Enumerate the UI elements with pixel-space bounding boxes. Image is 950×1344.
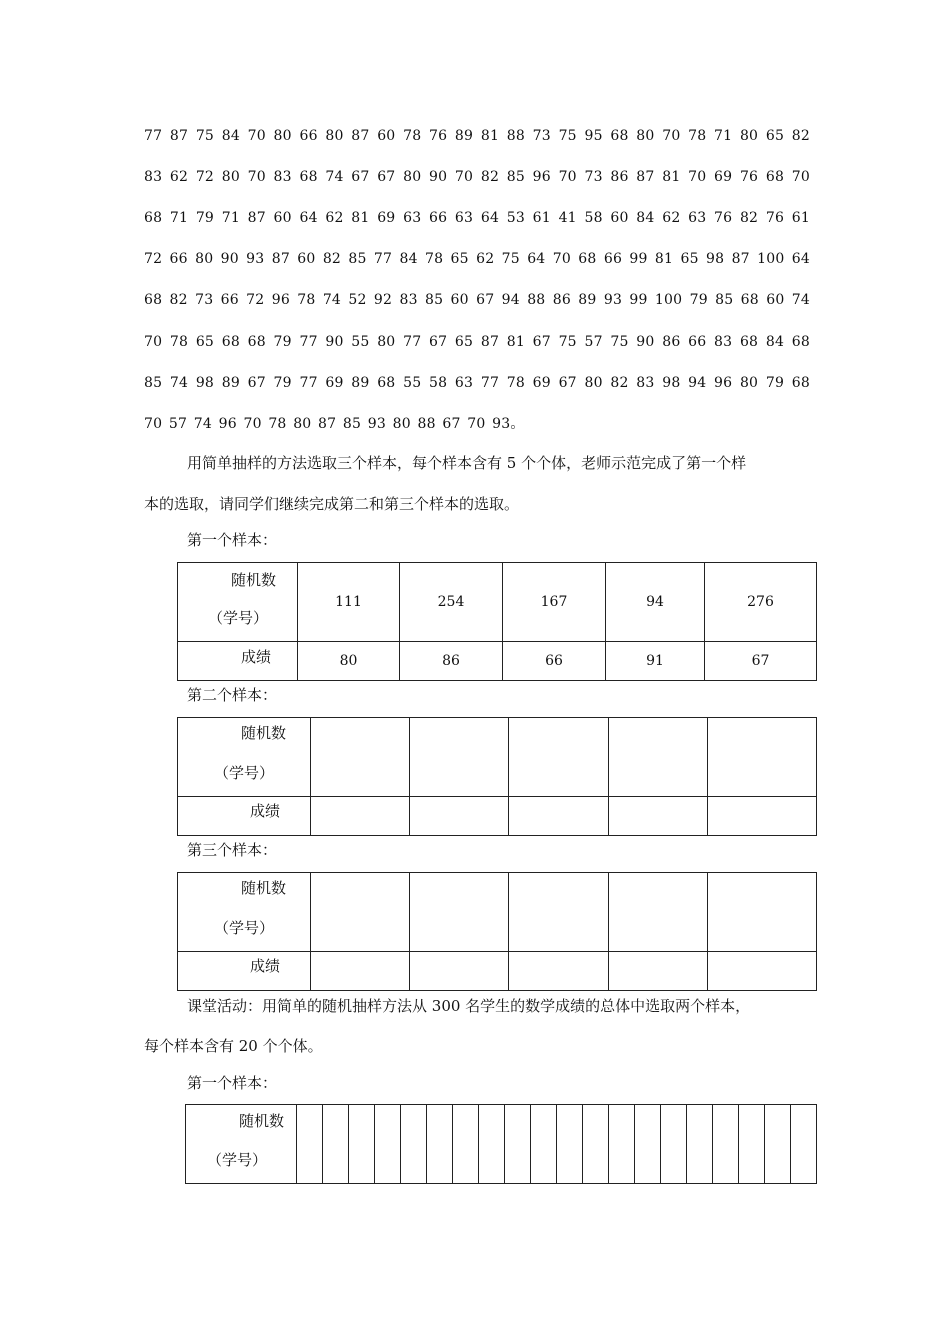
sample1-score-cell: 80 — [298, 642, 400, 681]
sample2-table — [177, 717, 817, 836]
score-label: 成绩 — [250, 802, 281, 820]
activity-sample-table — [185, 1104, 817, 1184]
student-id-label: （学号） — [214, 764, 275, 782]
random-number-label: 随机数 — [241, 724, 287, 742]
sample1-table — [177, 562, 817, 681]
activity-id-cell[interactable] — [297, 1105, 323, 1184]
student-id-label: （学号） — [208, 609, 269, 627]
sample3-id-cell[interactable] — [708, 873, 817, 952]
sample1-random-number-label-cell — [178, 563, 298, 642]
score-line-6: 70 78 65 68 68 79 77 90 55 80 77 67 65 87 81 67 75 57 75 90 86 66 83 68 84 68 — [144, 334, 810, 350]
activity-id-cell[interactable] — [375, 1105, 401, 1184]
activity-id-cell[interactable] — [687, 1105, 713, 1184]
sample2-id-cell[interactable] — [410, 718, 509, 797]
activity-id-cell[interactable] — [765, 1105, 791, 1184]
score-line-3: 68 71 79 71 87 60 64 62 81 69 63 66 63 64 53 61 41 58 60 84 62 63 76 82 76 61 — [144, 210, 810, 226]
sample2-id-cell[interactable] — [311, 718, 410, 797]
sample3-score-label-cell — [178, 952, 311, 991]
sample3-id-cell[interactable] — [609, 873, 708, 952]
activity-id-cell[interactable] — [505, 1105, 531, 1184]
sample3-id-cell[interactable] — [410, 873, 509, 952]
score-line-8: 70 57 74 96 70 78 80 87 85 93 80 88 67 70 93。 — [144, 416, 525, 432]
sample1-score-label-cell — [178, 642, 298, 681]
score-label: 成绩 — [250, 957, 281, 975]
activity-id-cell[interactable] — [323, 1105, 349, 1184]
activity-id-cell[interactable] — [713, 1105, 739, 1184]
sample1-score-cell: 66 — [503, 642, 606, 681]
score-line-1: 77 87 75 84 70 80 66 80 87 60 78 76 89 81 88 73 75 95 68 80 70 78 71 80 65 82 — [144, 128, 810, 144]
sample3-random-number-label-cell — [178, 873, 311, 952]
sample3-score-cell[interactable] — [509, 952, 609, 991]
sample3-score-cell[interactable] — [410, 952, 509, 991]
activity-id-cell[interactable] — [427, 1105, 453, 1184]
sample3-score-cell[interactable] — [708, 952, 817, 991]
task-text-line-2: 本的选取，请同学们继续完成第二和第三个样本的选取。 — [144, 495, 520, 513]
sample2-id-cell[interactable] — [509, 718, 609, 797]
activity-text-line-2: 每个样本含有 20 个个体。 — [144, 1037, 323, 1055]
activity-sample-title: 第一个样本： — [187, 1074, 278, 1092]
student-id-label: （学号） — [207, 1151, 268, 1169]
activity-id-cell[interactable] — [609, 1105, 635, 1184]
sample1-id-cell: 276 — [705, 563, 817, 642]
sample3-title: 第三个样本： — [187, 841, 278, 859]
task-text-line-1: 用简单抽样的方法选取三个样本，每个样本含有 5 个个体，老师示范完成了第一个样 — [187, 454, 747, 472]
random-number-label: 随机数 — [231, 571, 277, 589]
activity-id-cell[interactable] — [791, 1105, 817, 1184]
random-number-label: 随机数 — [241, 879, 287, 897]
sample3-id-cell[interactable] — [311, 873, 410, 952]
sample2-score-cell[interactable] — [609, 797, 708, 836]
sample2-score-cell[interactable] — [509, 797, 609, 836]
activity-id-cell[interactable] — [531, 1105, 557, 1184]
activity-id-cell[interactable] — [635, 1105, 661, 1184]
sample2-score-label-cell — [178, 797, 311, 836]
sample1-title: 第一个样本： — [187, 531, 278, 549]
sample1-id-cell: 94 — [606, 563, 705, 642]
sample2-id-cell[interactable] — [609, 718, 708, 797]
score-label: 成绩 — [241, 648, 272, 666]
score-line-2: 83 62 72 80 70 83 68 74 67 67 80 90 70 82 85 96 70 73 86 87 81 70 69 76 68 70 — [144, 169, 810, 185]
activity-id-cell[interactable] — [401, 1105, 427, 1184]
activity-text-line-1: 课堂活动：用简单的随机抽样方法从 300 名学生的数学成绩的总体中选取两个样本， — [187, 997, 751, 1015]
sample2-score-cell[interactable] — [311, 797, 410, 836]
sample3-table — [177, 872, 817, 991]
sample2-score-cell[interactable] — [708, 797, 817, 836]
score-line-7: 85 74 98 89 67 79 77 69 89 68 55 58 63 77 78 69 67 80 82 83 98 94 96 80 79 68 — [144, 375, 810, 391]
activity-id-cell[interactable] — [583, 1105, 609, 1184]
activity-id-cell[interactable] — [557, 1105, 583, 1184]
random-number-label: 随机数 — [239, 1112, 285, 1130]
sample1-id-cell: 167 — [503, 563, 606, 642]
sample1-id-cell: 111 — [298, 563, 400, 642]
sample1-id-cell: 254 — [400, 563, 503, 642]
student-id-label: （学号） — [214, 919, 275, 937]
sample3-score-cell[interactable] — [609, 952, 708, 991]
activity-id-cell[interactable] — [453, 1105, 479, 1184]
sample3-score-cell[interactable] — [311, 952, 410, 991]
score-line-5: 68 82 73 66 72 96 78 74 52 92 83 85 60 67 94 88 86 89 93 99 100 79 85 68 60 74 — [144, 292, 810, 308]
activity-id-cell[interactable] — [479, 1105, 505, 1184]
sample2-score-cell[interactable] — [410, 797, 509, 836]
sample1-score-cell: 91 — [606, 642, 705, 681]
sample2-title: 第二个样本： — [187, 686, 278, 704]
sample2-id-cell[interactable] — [708, 718, 817, 797]
activity-id-cell[interactable] — [661, 1105, 687, 1184]
activity-id-cell[interactable] — [739, 1105, 765, 1184]
activity-id-cell[interactable] — [349, 1105, 375, 1184]
sample2-random-number-label-cell — [178, 718, 311, 797]
sample1-score-cell: 67 — [705, 642, 817, 681]
score-line-4: 72 66 80 90 93 87 60 82 85 77 84 78 65 62 75 64 70 68 66 99 81 65 98 87 100 64 — [144, 251, 810, 267]
sample1-score-cell: 86 — [400, 642, 503, 681]
sample3-id-cell[interactable] — [509, 873, 609, 952]
activity-random-number-label-cell — [186, 1105, 297, 1184]
